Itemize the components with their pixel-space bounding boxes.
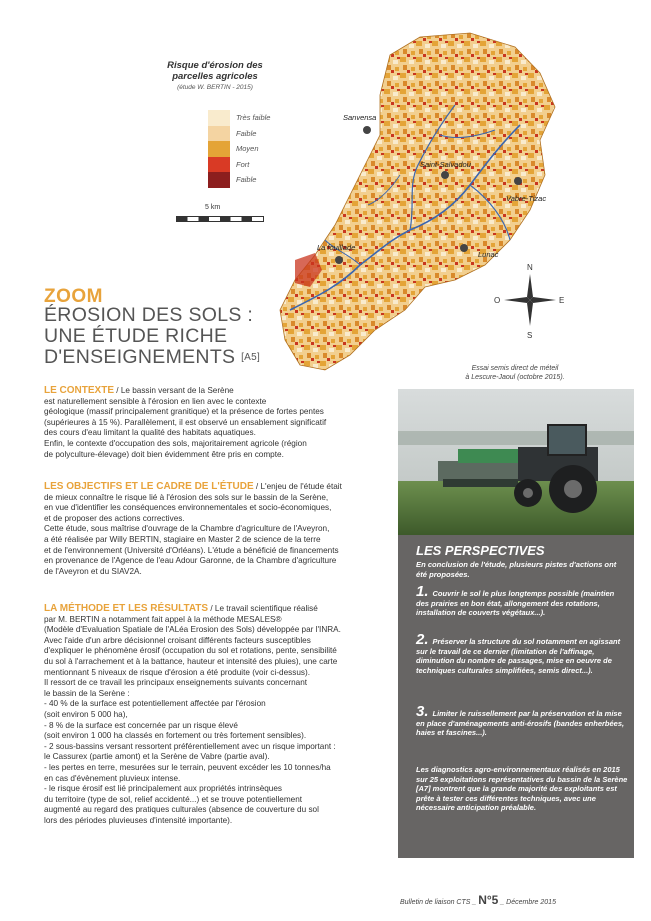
title-line-2: UNE ÉTUDE RICHE (44, 325, 228, 347)
body-line: d'expliquer le phénomène érosif (occupation du sol et rotations, pente, sensibilité (44, 646, 337, 656)
footer-suffix: _ Décembre 2015 (500, 899, 556, 906)
perspectives-box (398, 535, 634, 858)
svg-text:Sanvensa: Sanvensa (343, 113, 377, 122)
body-line: le bassin de la Serène : (44, 688, 130, 698)
body-line: en cas d'évènement pluvieux intense. (44, 773, 181, 783)
photo-caption-line: Essai semis direct de méteil (471, 365, 559, 372)
town-sanvensa (343, 113, 376, 134)
body-line: (soit environ 5 000 ha), (44, 709, 128, 719)
svg-text:N: N (527, 263, 533, 272)
body-line: de polyculture-élevage) doit bien évidemment être pris en compte. (44, 449, 284, 459)
section-title: LA MÉTHODE ET LES RÉSULTATS (44, 603, 209, 614)
body-line: et de proposer des actions correctives. (44, 513, 185, 523)
legend-swatch (208, 126, 230, 142)
body-line: / Le bassin versant de la Serène (114, 386, 234, 395)
svg-text:Lunac: Lunac (478, 250, 499, 259)
body-line: géologique (massif principalement granitique) et la présence de fortes pentes (44, 407, 324, 417)
page-title (44, 305, 294, 368)
issue-number: N°5 (478, 893, 499, 907)
body-line: (Modèle d'Evaluation Spatiale de l'ALéa Erosion des Sols) développée par l'INRA. (44, 625, 341, 635)
tractor-photo (398, 389, 634, 535)
title-ref: [A5] (241, 352, 261, 363)
body-line: / Le travail scientifique réalisé (208, 604, 318, 613)
title-line-3: D'ENSEIGNEMENTS [A5] (44, 346, 261, 368)
legend-label: Faible (236, 128, 257, 138)
svg-text:Vabre-Tizac: Vabre-Tizac (506, 194, 547, 203)
section-title: LE CONTEXTE (44, 385, 115, 396)
legend-title: Risque d'érosion des parcelles agricoles (167, 60, 263, 82)
svg-text:S: S (527, 331, 533, 340)
section-first-line (44, 482, 384, 493)
body-line: de mieux connaître le risque lié à l'érosion des sols sur le bassin de la Serène, (44, 492, 329, 502)
body-line: - le risque érosif est lié principalement aux propriétés intrinsèques (44, 784, 283, 794)
section-contexte (44, 386, 384, 460)
perspective-number: 1. (416, 583, 429, 600)
legend-label: Fort (236, 159, 250, 169)
body-line: (soit environ 1 000 ha classés en fortement ou très fortement sensibles). (44, 731, 307, 741)
perspective-item (416, 631, 628, 675)
title-line-1: ÉROSION DES SOLS : (44, 304, 254, 326)
body-line: - 40 % de la surface est potentiellement affectée par l'érosion (44, 699, 266, 709)
legend-swatch (208, 110, 230, 126)
body-line: - 2 sous-bassins versant ressortent préférentiellement avec un risque important : (44, 741, 336, 751)
body-line: de l'Aveyron et du SIAV2A. (44, 566, 142, 576)
body-line: du sol à l'arrachement et à la battance, hauteur et intensité des pluies), une carte (44, 656, 338, 666)
legend-label: Très faible (236, 113, 271, 123)
body-line: par M. BERTIN a notamment fait appel à la méthode MESALES® (44, 614, 282, 624)
perspective-text: Préserver la structure du sol notamment en agissant sur le travail de ce dernier (limitation de l'affinage, diminution du nombre de passages, mise en oeuvre de techniques culturales simplifiées, semis direct...). (416, 637, 621, 675)
section-objectifs (44, 482, 384, 577)
svg-text:La fouillade: La fouillade (317, 243, 356, 252)
legend-swatch (208, 141, 230, 157)
body-line: / L'enjeu de l'étude était (253, 482, 342, 491)
section-methode (44, 604, 384, 826)
compass-rose-icon (494, 263, 564, 340)
body-line: du territoire (type de sol, relief accidenté...) et se trouve potentiellement (44, 794, 303, 804)
body-line: (supérieures à 15 %). Parallèlement, il est observé un ensablement significatif (44, 417, 327, 427)
legend-swatch (208, 157, 230, 173)
perspective-text: Couvrir le sol le plus longtemps possible (maintien des prairies en bon état, allongement des rotations, installation de couverts végétaux...). (416, 589, 615, 618)
body-line: a été réalisée par Willy BERTIN, stagiaire en Master 2 de science de la terre (44, 534, 321, 544)
scale-label: 5 km (205, 204, 221, 211)
body-line: le Cassurex (partie amont) et la Serène de Vabre (partie aval). (44, 752, 270, 762)
body-line: mentionnant 5 niveaux de risque d'érosion a été produite (voir ci-dessus). (44, 667, 310, 677)
scale-bar (176, 216, 264, 222)
legend-swatch (208, 172, 230, 188)
perspective-text: Limiter le ruissellement par la préservation et la mise en place d'aménagements anti-érosifs (bandes enherbées, haies et fascines...). (416, 709, 625, 738)
section-title: LES OBJECTIFS ET LE CADRE DE L'ÉTUDE (44, 481, 254, 492)
perspective-item (416, 583, 628, 618)
legend-label: Faible (236, 175, 257, 185)
legend-source: (étude W. BERTIN - 2015) (177, 84, 253, 91)
body-line: - 8 % de la surface est concernée par un risque élevé (44, 720, 238, 730)
perspectives-intro: En conclusion de l'étude, plusieurs pistes d'actions ont été proposées. (416, 560, 617, 579)
body-line: est naturellement sensible à l'érosion en lien avec le contexte (44, 396, 267, 406)
body-line: et de l'environnement (Université d'Orléans). L'étude a bénéficié de financements (44, 545, 339, 555)
legend-item (208, 110, 270, 126)
zoom-label: ZOOM (44, 286, 103, 307)
section-first-line (44, 604, 384, 615)
svg-text:O: O (494, 296, 501, 305)
photo-caption (400, 364, 630, 382)
perspective-item (416, 703, 628, 738)
body-line: des cours d'eau limitant la qualité des habitats aquatiques. (44, 428, 256, 438)
body-line: en vue d'identifier les conséquences environnementales et socio-économiques, (44, 503, 332, 513)
body-line: Enfin, le contexte d'occupation des sols, majoritairement agricole (région (44, 438, 307, 448)
body-line: Avec l'aide d'un arbre décisionnel croisant différents facteurs susceptibles (44, 635, 311, 645)
perspective-number: 2. (416, 631, 429, 648)
svg-text:Saint-Salvadou: Saint-Salvadou (420, 160, 471, 169)
legend-item (208, 157, 270, 173)
section-first-line (44, 386, 384, 397)
body-line: lors des périodes pluvieuses d'intensité importante). (44, 815, 233, 825)
body-line: - les pertes en terre, mesurées sur le terrain, peuvent excéder les 10 tonnes/ha (44, 762, 331, 772)
body-line: en provenance de l'Agence de l'eau Adour Garonne, de la Chambre d'agriculture (44, 556, 337, 566)
footer-prefix: Bulletin de liaison CTS _ (400, 899, 477, 906)
body-line: augmenté au regard des pratiques culturales (absence de couverture du sol (44, 805, 319, 815)
footer (400, 893, 556, 907)
perspectives-title: LES PERSPECTIVES (416, 543, 545, 558)
legend-item (208, 126, 270, 142)
svg-text:E: E (559, 296, 565, 305)
legend-label: Moyen (236, 144, 259, 154)
perspectives-closing: Les diagnostics agro-environnementaux réalisés en 2015 sur 25 exploitations représentatives du bassin de la Serène [A7] montrent que la grande majorité des exploitants est prête à tester ces différentes techniques, avec une nécessaire anticipation préalable. (416, 765, 628, 813)
legend (208, 110, 270, 188)
body-line: Il ressort de ce travail les principaux enseignements suivants concernant (44, 678, 308, 688)
legend-item (208, 172, 270, 188)
photo-caption-line: à Lescure-Jaoul (octobre 2015). (465, 374, 565, 381)
perspective-number: 3. (416, 703, 429, 720)
legend-item (208, 141, 270, 157)
body-line: Cette étude, sous maîtrise d'ouvrage de la Chambre d'agriculture de l'Aveyron, (44, 524, 330, 534)
